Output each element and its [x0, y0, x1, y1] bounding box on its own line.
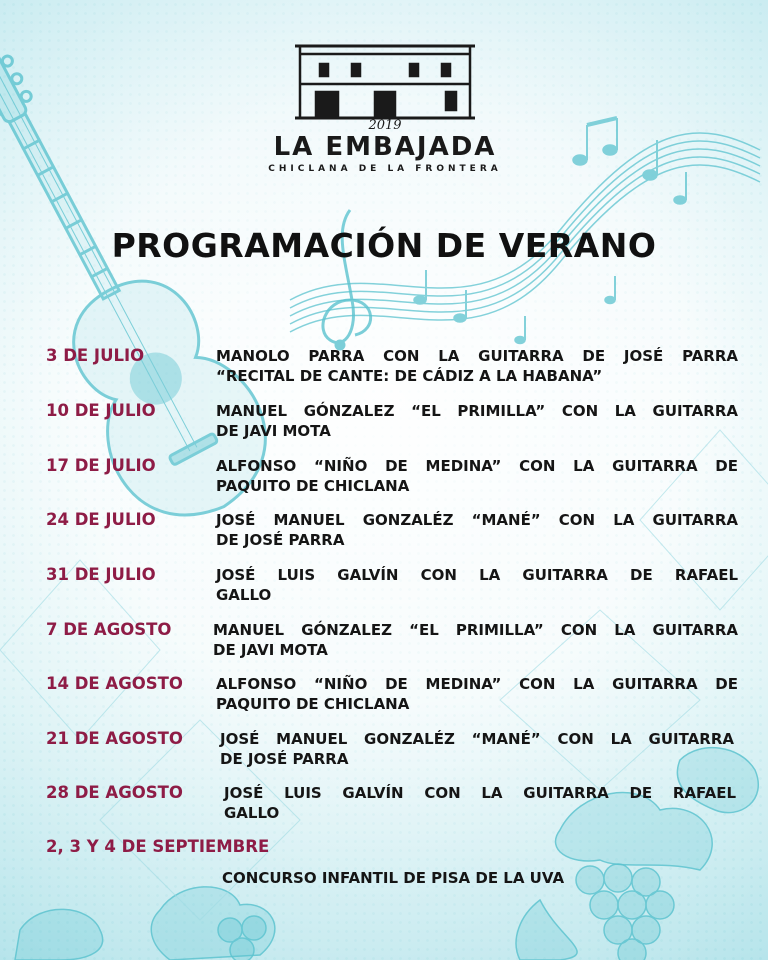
event-line: DE JAVI MOTA [216, 422, 331, 440]
event-date: 28 DE AGOSTO [46, 783, 183, 802]
event-line: MANOLO PARRA CON LA GUITARRA DE JOSÉ PARRA [216, 347, 738, 365]
event-line: MANUEL GÓNZALEZ “EL PRIMILLA” CON LA GUITARRA [213, 621, 738, 639]
event-line: JOSÉ LUIS GALVÍN CON LA GUITARRA DE RAFAEL [224, 784, 736, 802]
page-title: PROGRAMACIÓN DE VERANO [111, 226, 657, 265]
event-date: 7 DE AGOSTO [46, 620, 172, 639]
event-date: 24 DE JULIO [46, 510, 156, 529]
event-line: DE JAVI MOTA [213, 641, 328, 659]
event-description [216, 565, 738, 605]
event-description [216, 510, 738, 550]
event-date: 31 DE JULIO [46, 565, 156, 584]
logo-name: LA EMBAJADA [273, 132, 497, 162]
event-description [216, 456, 738, 496]
event-line: PAQUITO DE CHICLANA [216, 477, 410, 495]
event-line: JOSÉ MANUEL GONZALÉZ “MANÉ” CON LA GUITARRA [220, 730, 734, 748]
event-date: 3 DE JULIO [46, 346, 145, 365]
september-description: CONCURSO INFANTIL DE PISA DE LA UVA [222, 869, 565, 887]
event-line: GALLO [224, 804, 280, 822]
event-date: 17 DE JULIO [46, 456, 156, 475]
event-line: MANUEL GÓNZALEZ “EL PRIMILLA” CON LA GUITARRA [216, 402, 738, 420]
september-date: 2, 3 Y 4 DE SEPTIEMBRE [46, 837, 270, 856]
event-description [220, 729, 734, 769]
event-line: JOSÉ MANUEL GONZALÉZ “MANÉ” CON LA GUITARRA [216, 511, 738, 529]
event-line: JOSÉ LUIS GALVÍN CON LA GUITARRA DE RAFAEL [216, 566, 738, 584]
event-line: ALFONSO “NIÑO DE MEDINA” CON LA GUITARRA DE [216, 457, 738, 475]
event-line: “RECITAL DE CANTE: DE CÁDIZ A LA HABANA” [216, 367, 603, 385]
logo-subtitle: CHICLANA DE LA FRONTERA [268, 164, 502, 174]
event-line: ALFONSO “NIÑO DE MEDINA” CON LA GUITARRA DE [216, 675, 738, 693]
event-description [216, 346, 738, 386]
event-date: 21 DE AGOSTO [46, 729, 183, 748]
event-description [216, 401, 738, 441]
event-date: 14 DE AGOSTO [46, 674, 183, 693]
event-line: GALLO [216, 586, 272, 604]
event-line: DE JOSÉ PARRA [220, 750, 349, 768]
building-icon [250, 40, 520, 120]
event-description [224, 783, 736, 823]
event-line: DE JOSÉ PARRA [216, 531, 345, 549]
event-description [216, 674, 738, 714]
logo-year: 2019 [368, 118, 402, 133]
logo [250, 40, 520, 174]
event-line: PAQUITO DE CHICLANA [216, 695, 410, 713]
event-description [213, 620, 738, 660]
event-date: 10 DE JULIO [46, 401, 156, 420]
